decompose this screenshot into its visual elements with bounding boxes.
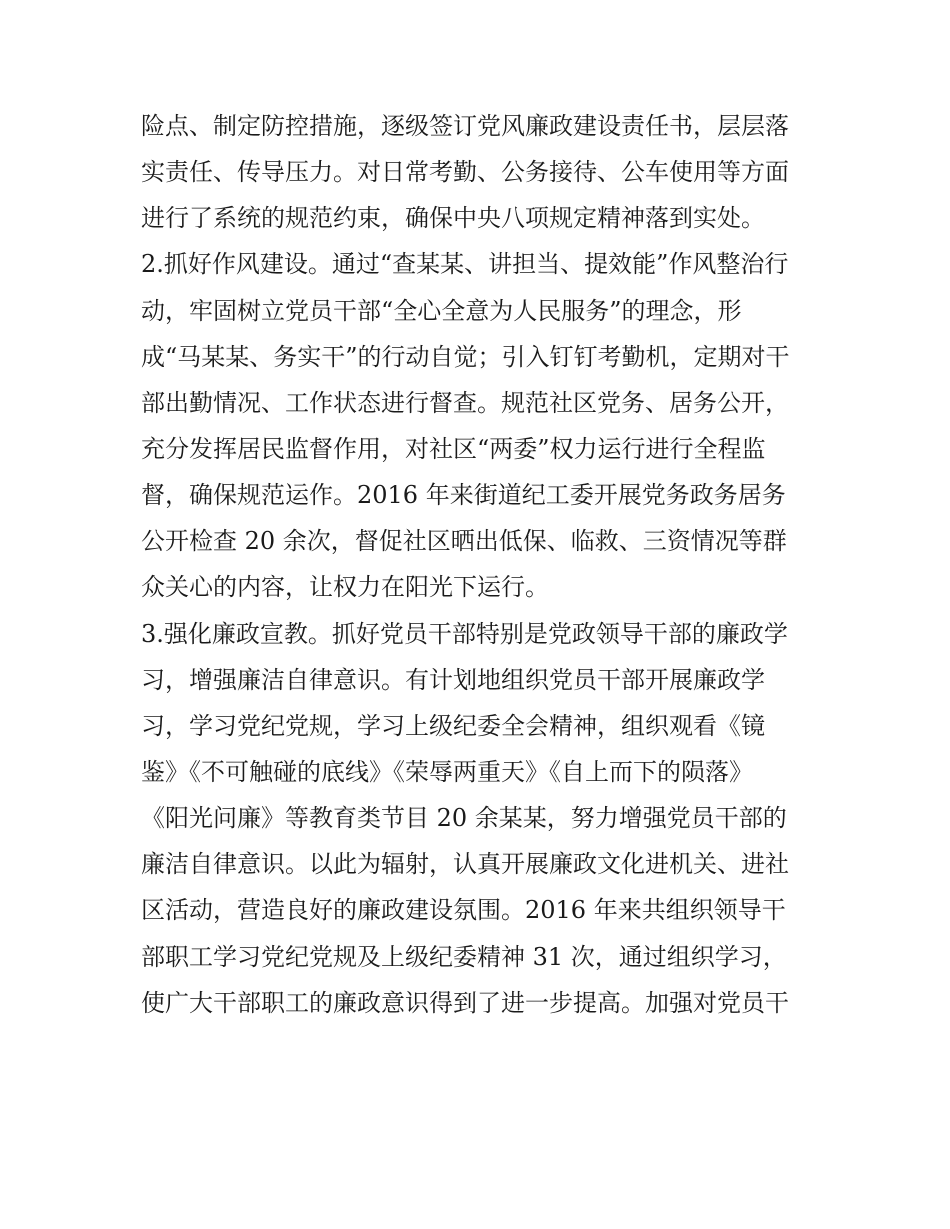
text-line-20: 使广大干部职工的廉政意识得到了进一步提高。加强对党员干 [141,988,789,1017]
document-body [141,103,821,1026]
text-line-10: 公开检查 20 余次，督促社区晒出低保、临救、三资情况等群 [141,527,787,556]
text-line-6: 成“马某某、务实干”的行动自觉；引入钉钉考勤机，定期对干 [141,342,790,371]
text-line-2: 实责任、传导压力。对日常考勤、公务接待、公车使用等方面 [141,158,789,187]
text-line-16: 《阳光问廉》等教育类节目 20 余某某，努力增强党员干部的 [141,804,787,833]
text-line-9: 督，确保规范运作。2016 年来街道纪工委开展党务政务居务 [141,481,786,510]
text-line-11: 众关心的内容，让权力在阳光下运行。 [141,573,549,602]
text-line-7: 部出勤情况、工作状态进行督查。规范社区党务、居务公开， [141,388,789,417]
text-line-1: 险点、制定防控措施，逐级签订党风廉政建设责任书，层层落 [141,112,789,140]
text-line-15: 鉴》《不可触碰的底线》《荣辱两重天》《自上而下的陨落》 [141,757,753,786]
text-line-8: 充分发挥居民监督作用，对社区“两委”权力运行进行全程监 [141,434,766,463]
text-line-4: 2.抓好作风建设。通过“查某某、讲担当、提效能”作风整治行 [141,250,789,279]
text-line-5: 动，牢固树立党员干部“全心全意为人民服务”的理念，形 [141,296,742,325]
text-line-13: 习，增强廉洁自律意识。有计划地组织党员干部开展廉政学 [141,665,765,694]
text-line-17: 廉洁自律意识。以此为辐射，认真开展廉政文化进机关、进社 [141,850,789,879]
text-line-3: 进行了系统的规范约束，确保中央八项规定精神落到实处。 [141,204,765,233]
text-line-14: 习，学习党纪党规，学习上级纪委全会精神，组织观看《镜 [141,711,765,740]
text-line-18: 区活动，营造良好的廉政建设氛围。2016 年来共组织领导干 [141,896,786,925]
text-line-12: 3.强化廉政宣教。抓好党员干部特别是党政领导干部的廉政学 [141,619,788,648]
text-line-19: 部职工学习党纪党规及上级纪委精神 31 次，通过组织学习， [141,942,787,971]
